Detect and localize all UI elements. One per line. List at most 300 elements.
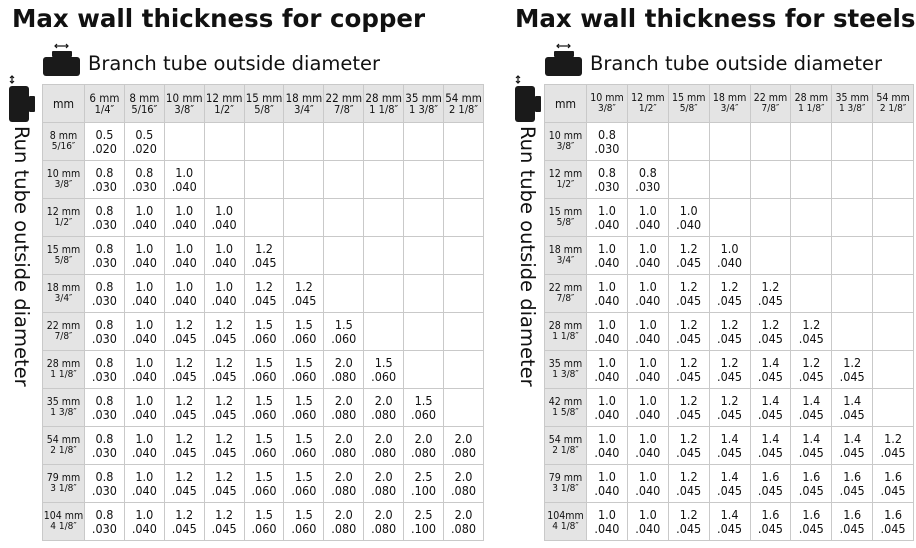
row-inch: 1 1/8″ xyxy=(552,330,579,342)
empty-cell xyxy=(668,161,709,199)
row-inch: 4 1/8″ xyxy=(50,520,77,532)
thickness-mm: 1.2 xyxy=(720,278,739,294)
thickness-cell xyxy=(124,351,164,389)
thickness-mm: 2.0 xyxy=(334,392,353,408)
thickness-cell xyxy=(404,465,444,503)
thickness-inch: .060 xyxy=(411,406,437,422)
thickness-inch: .045 xyxy=(676,520,702,536)
thickness-cell xyxy=(204,465,244,503)
thickness-inch: .030 xyxy=(91,292,117,308)
empty-cell xyxy=(627,123,668,161)
thickness-inch: .080 xyxy=(450,444,477,460)
empty-cell xyxy=(284,123,324,161)
thickness-inch: .040 xyxy=(211,254,237,270)
column-mm: 12 mm xyxy=(631,91,665,104)
thickness-cell xyxy=(627,389,668,427)
thickness-cell xyxy=(124,275,164,313)
thickness-cell xyxy=(668,389,709,427)
empty-cell xyxy=(873,351,914,389)
thickness-inch: .080 xyxy=(371,520,397,536)
thickness-inch: .030 xyxy=(131,178,157,194)
thickness-cell xyxy=(668,199,709,237)
table-row xyxy=(545,465,914,503)
thickness-cell xyxy=(364,351,404,389)
column-mm: 54 mm xyxy=(876,91,910,104)
thickness-inch: .030 xyxy=(91,444,117,460)
thickness-inch: .045 xyxy=(211,330,237,346)
empty-cell xyxy=(750,123,791,161)
row-mm: 10 mm xyxy=(46,167,81,180)
run-tube-icon xyxy=(6,74,40,124)
thickness-inch: .060 xyxy=(251,330,277,346)
empty-cell xyxy=(244,199,284,237)
thickness-inch: .040 xyxy=(211,216,237,232)
row-mm: 18 mm xyxy=(46,281,81,294)
thickness-mm: 1.2 xyxy=(175,506,194,522)
thickness-cell xyxy=(587,313,628,351)
thickness-mm: 1.2 xyxy=(175,316,194,332)
empty-cell xyxy=(404,237,444,275)
thickness-inch: .045 xyxy=(717,406,743,422)
thickness-inch: .040 xyxy=(171,216,197,232)
thickness-cell xyxy=(324,313,364,351)
thickness-mm: 1.2 xyxy=(679,392,698,408)
thickness-inch: .045 xyxy=(211,368,237,384)
row-header xyxy=(43,465,85,503)
thickness-cell xyxy=(587,427,628,465)
thickness-cell xyxy=(750,465,791,503)
column-inch: 3/4″ xyxy=(294,102,314,116)
column-inch: 1 3/8″ xyxy=(838,102,866,114)
row-mm: 104mm xyxy=(547,509,584,522)
thickness-inch: .060 xyxy=(251,444,277,460)
thickness-mm: 2.0 xyxy=(374,506,393,522)
thickness-inch: .045 xyxy=(676,292,702,308)
thickness-mm: 2.0 xyxy=(334,354,353,370)
thickness-cell xyxy=(204,351,244,389)
thickness-mm: 0.5 xyxy=(135,126,154,142)
empty-cell xyxy=(791,275,832,313)
empty-cell xyxy=(444,161,484,199)
row-mm: 22 mm xyxy=(46,319,81,332)
thickness-mm: 1.2 xyxy=(294,278,313,294)
corner-unit-label: mm xyxy=(43,85,85,123)
row-mm: 22 mm xyxy=(548,281,583,294)
column-inch: 3/8″ xyxy=(598,102,616,114)
row-header xyxy=(43,237,85,275)
thickness-mm: 2.0 xyxy=(374,392,393,408)
thickness-cell xyxy=(164,161,204,199)
column-header xyxy=(791,85,832,123)
thickness-mm: 1.0 xyxy=(135,430,154,446)
thickness-cell xyxy=(750,427,791,465)
thickness-inch: .080 xyxy=(450,482,477,498)
thickness-mm: 1.2 xyxy=(215,392,234,408)
thickness-inch: .030 xyxy=(91,216,117,232)
thickness-mm: 2.0 xyxy=(374,430,393,446)
thickness-cell xyxy=(709,427,750,465)
thickness-mm: 1.0 xyxy=(215,240,234,256)
thickness-mm: 1.5 xyxy=(255,430,273,446)
table-row xyxy=(545,199,914,237)
column-header xyxy=(404,85,444,123)
row-header xyxy=(545,161,587,199)
thickness-cell xyxy=(750,351,791,389)
thickness-inch: .060 xyxy=(291,444,317,460)
thickness-cell xyxy=(444,503,484,541)
thickness-mm: 2.0 xyxy=(374,468,393,484)
thickness-mm: 1.0 xyxy=(638,202,657,218)
table-row xyxy=(43,275,484,313)
thickness-inch: .045 xyxy=(757,292,783,308)
thickness-cell xyxy=(244,313,284,351)
thickness-cell xyxy=(709,275,750,313)
thickness-inch: .060 xyxy=(251,406,277,422)
empty-cell xyxy=(791,123,832,161)
row-header xyxy=(545,237,587,275)
thickness-mm: 1.5 xyxy=(255,354,273,370)
thickness-mm: 1.2 xyxy=(761,278,780,294)
thickness-cell xyxy=(750,275,791,313)
row-mm: 35 mm xyxy=(46,395,81,408)
thickness-cell xyxy=(164,199,204,237)
thickness-inch: .045 xyxy=(676,330,702,346)
table-row xyxy=(545,389,914,427)
thickness-mm: 2.0 xyxy=(334,468,353,484)
thickness-mm: 1.5 xyxy=(294,316,313,332)
thickness-inch: .040 xyxy=(131,330,157,346)
row-inch: 1/2″ xyxy=(556,178,575,190)
thickness-inch: .040 xyxy=(594,482,620,498)
steel-thickness-table xyxy=(544,84,914,541)
thickness-inch: .040 xyxy=(131,292,157,308)
row-inch: 5/8″ xyxy=(54,254,73,266)
thickness-cell xyxy=(284,389,324,427)
empty-cell xyxy=(284,161,324,199)
thickness-cell xyxy=(124,427,164,465)
thickness-cell xyxy=(164,275,204,313)
column-header xyxy=(164,85,204,123)
thickness-cell xyxy=(85,427,125,465)
thickness-mm: 1.2 xyxy=(679,240,698,256)
thickness-inch: .080 xyxy=(331,368,357,384)
row-header xyxy=(43,123,85,161)
thickness-cell xyxy=(85,465,125,503)
row-mm: 28 mm xyxy=(548,319,583,332)
row-header xyxy=(545,123,587,161)
thickness-inch: .045 xyxy=(717,368,743,384)
row-header xyxy=(545,389,587,427)
thickness-mm: 1.2 xyxy=(679,278,698,294)
thickness-cell xyxy=(404,427,444,465)
thickness-inch: .045 xyxy=(798,330,824,346)
thickness-cell xyxy=(124,237,164,275)
thickness-mm: 1.0 xyxy=(638,430,657,446)
thickness-mm: 1.0 xyxy=(215,202,234,218)
empty-cell xyxy=(364,123,404,161)
thickness-cell xyxy=(750,389,791,427)
thickness-cell xyxy=(244,465,284,503)
thickness-inch: .045 xyxy=(757,520,783,536)
thickness-cell xyxy=(164,389,204,427)
thickness-inch: .080 xyxy=(331,406,357,422)
thickness-inch: .080 xyxy=(331,482,357,498)
column-header xyxy=(627,85,668,123)
column-header xyxy=(204,85,244,123)
table-row xyxy=(545,427,914,465)
thickness-mm: 1.2 xyxy=(215,506,234,522)
thickness-mm: 1.2 xyxy=(175,354,194,370)
thickness-mm: 1.0 xyxy=(597,392,616,408)
row-inch: 3/4″ xyxy=(54,292,73,304)
thickness-inch: .045 xyxy=(839,444,865,460)
thickness-mm: 2.0 xyxy=(454,430,473,446)
thickness-mm: 1.0 xyxy=(638,468,657,484)
empty-cell xyxy=(832,275,873,313)
thickness-inch: .045 xyxy=(211,482,237,498)
thickness-inch: .045 xyxy=(171,406,197,422)
row-header xyxy=(545,275,587,313)
thickness-cell xyxy=(85,313,125,351)
empty-cell xyxy=(324,275,364,313)
thickness-mm: 1.0 xyxy=(175,164,194,180)
thickness-cell xyxy=(587,275,628,313)
thickness-inch: .040 xyxy=(131,216,157,232)
thickness-inch: .045 xyxy=(757,482,783,498)
thickness-cell xyxy=(627,199,668,237)
thickness-cell xyxy=(324,503,364,541)
empty-cell xyxy=(873,275,914,313)
thickness-inch: .045 xyxy=(717,292,743,308)
empty-cell xyxy=(832,199,873,237)
thickness-cell xyxy=(404,503,444,541)
thickness-mm: 1.0 xyxy=(135,202,154,218)
empty-cell xyxy=(404,161,444,199)
empty-cell xyxy=(750,161,791,199)
empty-cell xyxy=(164,123,204,161)
branch-tube-icon xyxy=(544,43,584,77)
empty-cell xyxy=(791,237,832,275)
thickness-mm: 0.8 xyxy=(95,506,114,522)
thickness-inch: .060 xyxy=(251,520,277,536)
thickness-mm: 1.0 xyxy=(638,354,657,370)
empty-cell xyxy=(750,237,791,275)
empty-cell xyxy=(668,123,709,161)
empty-cell xyxy=(404,123,444,161)
thickness-mm: 2.0 xyxy=(414,430,433,446)
thickness-mm: 1.6 xyxy=(884,506,902,522)
row-mm: 104 mm xyxy=(43,509,84,522)
row-header xyxy=(545,351,587,389)
thickness-cell xyxy=(832,351,873,389)
thickness-mm: 1.4 xyxy=(802,430,821,446)
thickness-cell xyxy=(587,161,628,199)
thickness-inch: .060 xyxy=(291,406,317,422)
empty-cell xyxy=(873,237,914,275)
thickness-mm: 0.8 xyxy=(95,316,114,332)
thickness-cell xyxy=(709,389,750,427)
thickness-inch: .045 xyxy=(251,254,277,270)
thickness-mm: 1.0 xyxy=(597,430,616,446)
thickness-mm: 0.8 xyxy=(95,202,114,218)
thickness-cell xyxy=(284,275,324,313)
thickness-cell xyxy=(324,351,364,389)
thickness-inch: .080 xyxy=(371,482,397,498)
column-inch: 3/4″ xyxy=(720,102,739,114)
thickness-cell xyxy=(244,427,284,465)
thickness-cell xyxy=(124,199,164,237)
thickness-mm: 1.0 xyxy=(135,468,154,484)
thickness-mm: 1.5 xyxy=(294,354,313,370)
empty-cell xyxy=(832,313,873,351)
column-inch: 1 3/8″ xyxy=(409,102,439,116)
column-header xyxy=(284,85,324,123)
column-mm: 10 mm xyxy=(590,91,624,104)
empty-cell xyxy=(873,313,914,351)
table-row xyxy=(43,237,484,275)
empty-cell xyxy=(404,351,444,389)
thickness-inch: .045 xyxy=(717,520,743,536)
row-inch: 3/8″ xyxy=(54,178,73,190)
thickness-inch: .060 xyxy=(291,482,317,498)
row-header xyxy=(43,161,85,199)
empty-cell xyxy=(364,275,404,313)
thickness-mm: 1.0 xyxy=(175,202,194,218)
thickness-inch: .045 xyxy=(839,520,865,536)
row-mm: 42 mm xyxy=(548,395,583,408)
empty-cell xyxy=(404,275,444,313)
thickness-cell xyxy=(324,427,364,465)
empty-cell xyxy=(832,161,873,199)
empty-cell xyxy=(204,123,244,161)
thickness-mm: 0.8 xyxy=(597,164,616,180)
thickness-mm: 1.0 xyxy=(597,316,616,332)
empty-cell xyxy=(324,161,364,199)
thickness-cell xyxy=(164,351,204,389)
thickness-inch: .045 xyxy=(798,444,824,460)
thickness-cell xyxy=(587,237,628,275)
empty-cell xyxy=(284,237,324,275)
column-header xyxy=(873,85,914,123)
column-header xyxy=(124,85,164,123)
column-inch: 1/2″ xyxy=(214,102,234,116)
thickness-cell xyxy=(444,427,484,465)
empty-cell xyxy=(444,123,484,161)
table-row xyxy=(43,199,484,237)
thickness-mm: 0.5 xyxy=(95,126,114,142)
thickness-mm: 1.6 xyxy=(761,468,780,484)
thickness-inch: .045 xyxy=(171,444,197,460)
table-row xyxy=(43,427,484,465)
thickness-mm: 1.2 xyxy=(761,316,780,332)
thickness-cell xyxy=(750,313,791,351)
thickness-cell xyxy=(627,313,668,351)
column-inch: 5/16″ xyxy=(131,102,158,116)
row-mm: 12 mm xyxy=(46,205,81,218)
table-row xyxy=(545,275,914,313)
empty-cell xyxy=(444,275,484,313)
thickness-inch: .045 xyxy=(757,406,783,422)
thickness-cell xyxy=(244,389,284,427)
empty-cell xyxy=(791,161,832,199)
thickness-mm: 1.0 xyxy=(135,506,154,522)
thickness-inch: .030 xyxy=(91,406,117,422)
row-header xyxy=(43,389,85,427)
thickness-inch: .040 xyxy=(594,520,620,536)
thickness-inch: .040 xyxy=(635,482,661,498)
row-inch: 3/4″ xyxy=(556,254,575,266)
column-mm: 15 mm xyxy=(245,90,283,105)
thickness-inch: .030 xyxy=(91,254,117,270)
thickness-cell xyxy=(284,465,324,503)
run-label: Run tube outside diameter xyxy=(10,126,33,387)
thickness-cell xyxy=(668,237,709,275)
empty-cell xyxy=(709,199,750,237)
column-header xyxy=(709,85,750,123)
thickness-inch: .045 xyxy=(839,368,865,384)
thickness-inch: .045 xyxy=(798,368,824,384)
thickness-mm: 1.2 xyxy=(843,354,862,370)
thickness-cell xyxy=(627,237,668,275)
thickness-inch: .045 xyxy=(676,406,702,422)
row-header xyxy=(545,313,587,351)
thickness-inch: .020 xyxy=(91,140,117,156)
empty-cell xyxy=(873,161,914,199)
thickness-inch: .040 xyxy=(131,406,157,422)
table-row xyxy=(545,161,914,199)
thickness-inch: .040 xyxy=(131,368,157,384)
thickness-inch: .040 xyxy=(171,254,197,270)
run-legend xyxy=(6,74,40,387)
column-mm: 22 mm xyxy=(753,91,788,104)
column-inch: 7/8″ xyxy=(761,102,780,114)
branch-label: Branch tube outside diameter xyxy=(88,52,381,75)
thickness-mm: 2.0 xyxy=(454,468,473,484)
thickness-mm: 1.2 xyxy=(215,430,234,446)
thickness-cell xyxy=(668,275,709,313)
thickness-cell xyxy=(364,465,404,503)
empty-cell xyxy=(791,199,832,237)
thickness-inch: .060 xyxy=(371,368,397,384)
thickness-inch: .020 xyxy=(131,140,157,156)
thickness-cell xyxy=(444,465,484,503)
row-inch: 4 1/8″ xyxy=(552,520,579,532)
thickness-mm: 1.5 xyxy=(414,392,433,408)
thickness-cell xyxy=(244,503,284,541)
thickness-cell xyxy=(709,237,750,275)
thickness-inch: .045 xyxy=(798,520,824,536)
thickness-mm: 2.0 xyxy=(334,506,353,522)
thickness-inch: .040 xyxy=(635,216,661,232)
thickness-mm: 1.2 xyxy=(679,354,698,370)
thickness-mm: 1.0 xyxy=(135,240,154,256)
thickness-mm: 1.0 xyxy=(638,316,657,332)
empty-cell xyxy=(873,389,914,427)
row-mm: 12 mm xyxy=(548,167,583,180)
thickness-cell xyxy=(124,465,164,503)
thickness-mm: 1.6 xyxy=(843,468,862,484)
thickness-inch: .060 xyxy=(251,368,277,384)
empty-cell xyxy=(873,123,914,161)
thickness-cell xyxy=(832,427,873,465)
thickness-mm: 1.0 xyxy=(720,240,739,256)
thickness-mm: 1.2 xyxy=(215,468,234,484)
column-inch: 2 1/8″ xyxy=(448,102,479,116)
thickness-inch: .080 xyxy=(331,444,357,460)
thickness-mm: 1.0 xyxy=(135,392,154,408)
thickness-inch: .045 xyxy=(171,520,197,536)
thickness-cell xyxy=(709,465,750,503)
